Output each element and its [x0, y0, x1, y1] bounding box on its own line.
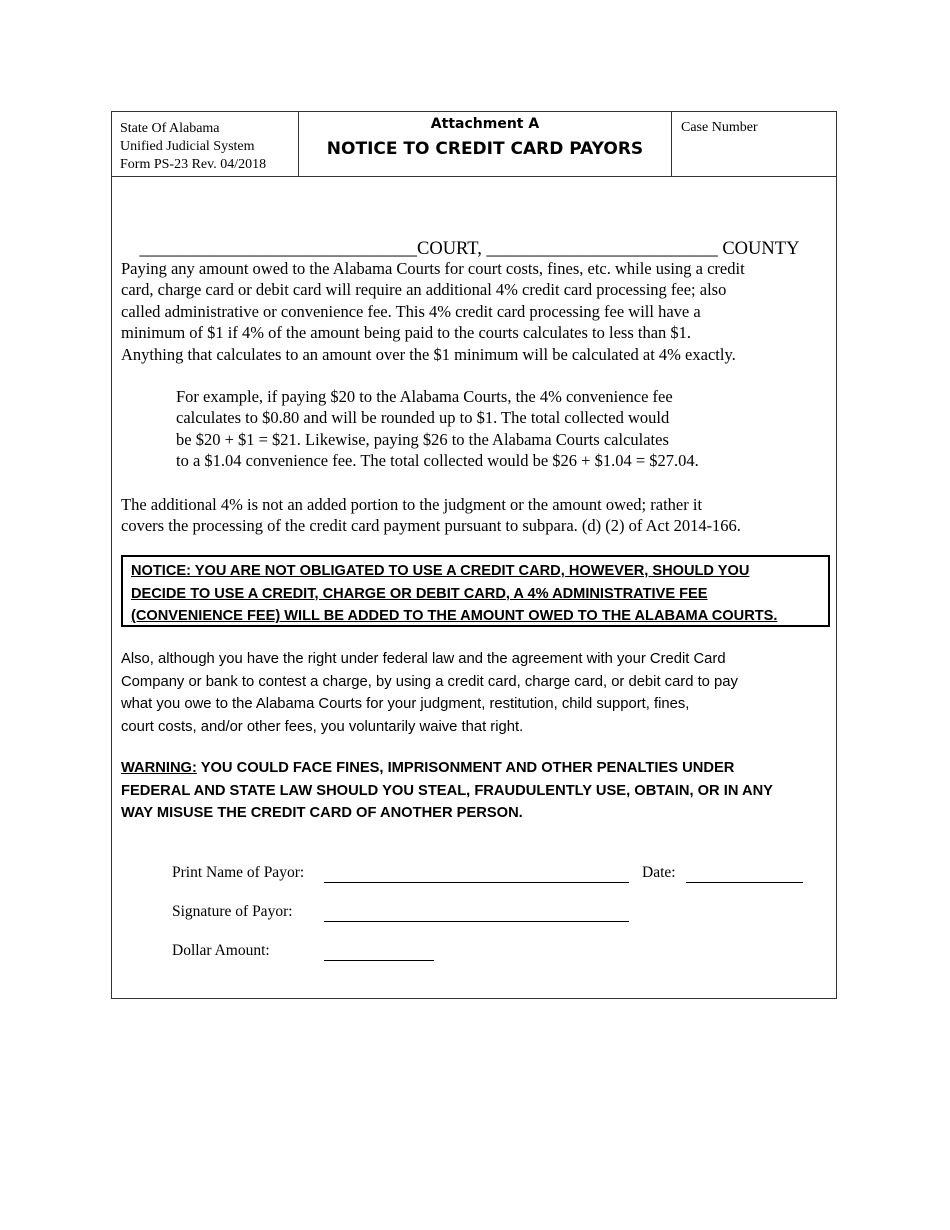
attachment-label: Attachment A [430, 116, 540, 132]
form-number: Form PS-23 Rev. 04/2018 [120, 157, 267, 172]
system-label: Unified Judicial System [120, 139, 255, 154]
fee-paragraph [121, 258, 833, 365]
text-line: Also, although you have the right under federal law and the agreement with your Credit Card [121, 651, 726, 667]
notice-line: (CONVENIENCE FEE) WILL BE ADDED TO THE AMOUNT OWED TO THE ALABAMA COURTS. [131, 608, 778, 624]
form-title-cell [299, 112, 672, 176]
state-label: State Of Alabama [120, 121, 220, 136]
text-line: Anything that calculates to an amount over the $1 minimum will be calculated at 4% exactly. [121, 344, 736, 364]
text-line: The additional 4% is not an added portion to the judgment or the amount owed; rather it [121, 495, 703, 514]
court-label: COURT, [417, 239, 482, 259]
warning-text: YOU COULD FACE FINES, IMPRISONMENT AND OTHER PENALTIES UNDER [196, 760, 735, 776]
text-line: card, charge card or debit card will require an additional 4% credit card processing fee; also [121, 280, 727, 300]
dollar-amount-label: Dollar Amount: [172, 942, 270, 959]
warning-text: WAY MISUSE THE CREDIT CARD OF ANOTHER PERSON. [121, 805, 523, 821]
text-line: Company or bank to contest a charge, by using a credit card, charge card, or debit card to pay [121, 673, 738, 690]
text-line: to a $1.04 convenience fee. The total collected would be $26 + $1.04 = $27.04. [176, 451, 699, 471]
processing-paragraph [121, 494, 833, 537]
text-line: be $20 + $1 = $21. Likewise, paying $26 to the Alabama Courts calculates [176, 429, 669, 449]
text-line: calculates to $0.80 and will be rounded up to $1. The total collected would [176, 408, 670, 428]
notice-box [121, 555, 830, 627]
case-number-cell[interactable] [672, 112, 836, 176]
text-line: minimum of $1 if 4% of the amount being paid to the courts calculates to less than $1. [121, 323, 692, 343]
text-line: court costs, and/or other fees, you voluntarily waive that right. [121, 718, 524, 735]
notice-line: NOTICE: YOU ARE NOT OBLIGATED TO USE A CREDIT CARD, HOWEVER, SHOULD YOU [131, 563, 750, 579]
notice-line: DECIDE TO USE A CREDIT, CHARGE OR DEBIT CARD, A 4% ADMINISTRATIVE FEE [131, 585, 708, 602]
form-title: NOTICE TO CREDIT CARD PAYORS [326, 139, 644, 159]
county-name-blank[interactable]: _________________________ [486, 239, 718, 259]
text-line: what you owe to the Alabama Courts for your judgment, restitution, child support, fines, [121, 696, 690, 712]
print-name-field[interactable] [324, 882, 629, 883]
county-label: COUNTY [722, 239, 800, 259]
date-label: Date: [642, 864, 676, 881]
court-name-blank[interactable]: ______________________________ [139, 239, 417, 259]
text-line: called administrative or convenience fee. This 4% credit card processing fee will have a [121, 301, 701, 321]
dollar-amount-field[interactable] [324, 960, 434, 961]
text-line: Paying any amount owed to the Alabama Courts for court costs, fines, etc. while using a credit [121, 259, 745, 278]
form-frame [111, 111, 837, 999]
text-line: For example, if paying $20 to the Alabama Courts, the 4% convenience fee [176, 387, 673, 406]
text-line: covers the processing of the credit card payment pursuant to subpara. (d) (2) of Act 2014-166. [121, 516, 741, 536]
form-identifier [112, 112, 299, 176]
case-number-label: Case Number [681, 120, 758, 135]
warning-paragraph [121, 757, 833, 825]
signature-field[interactable] [324, 921, 629, 922]
print-name-label: Print Name of Payor: [172, 864, 305, 881]
date-field[interactable] [686, 882, 803, 883]
warning-text: FEDERAL AND STATE LAW SHOULD YOU STEAL, FRAUDULENTLY USE, OBTAIN, OR IN ANY [121, 782, 773, 799]
signature-label: Signature of Payor: [172, 903, 293, 920]
form-header [112, 112, 836, 177]
waiver-paragraph [121, 648, 833, 738]
example-paragraph [176, 386, 816, 472]
warning-label: WARNING: [121, 760, 197, 776]
